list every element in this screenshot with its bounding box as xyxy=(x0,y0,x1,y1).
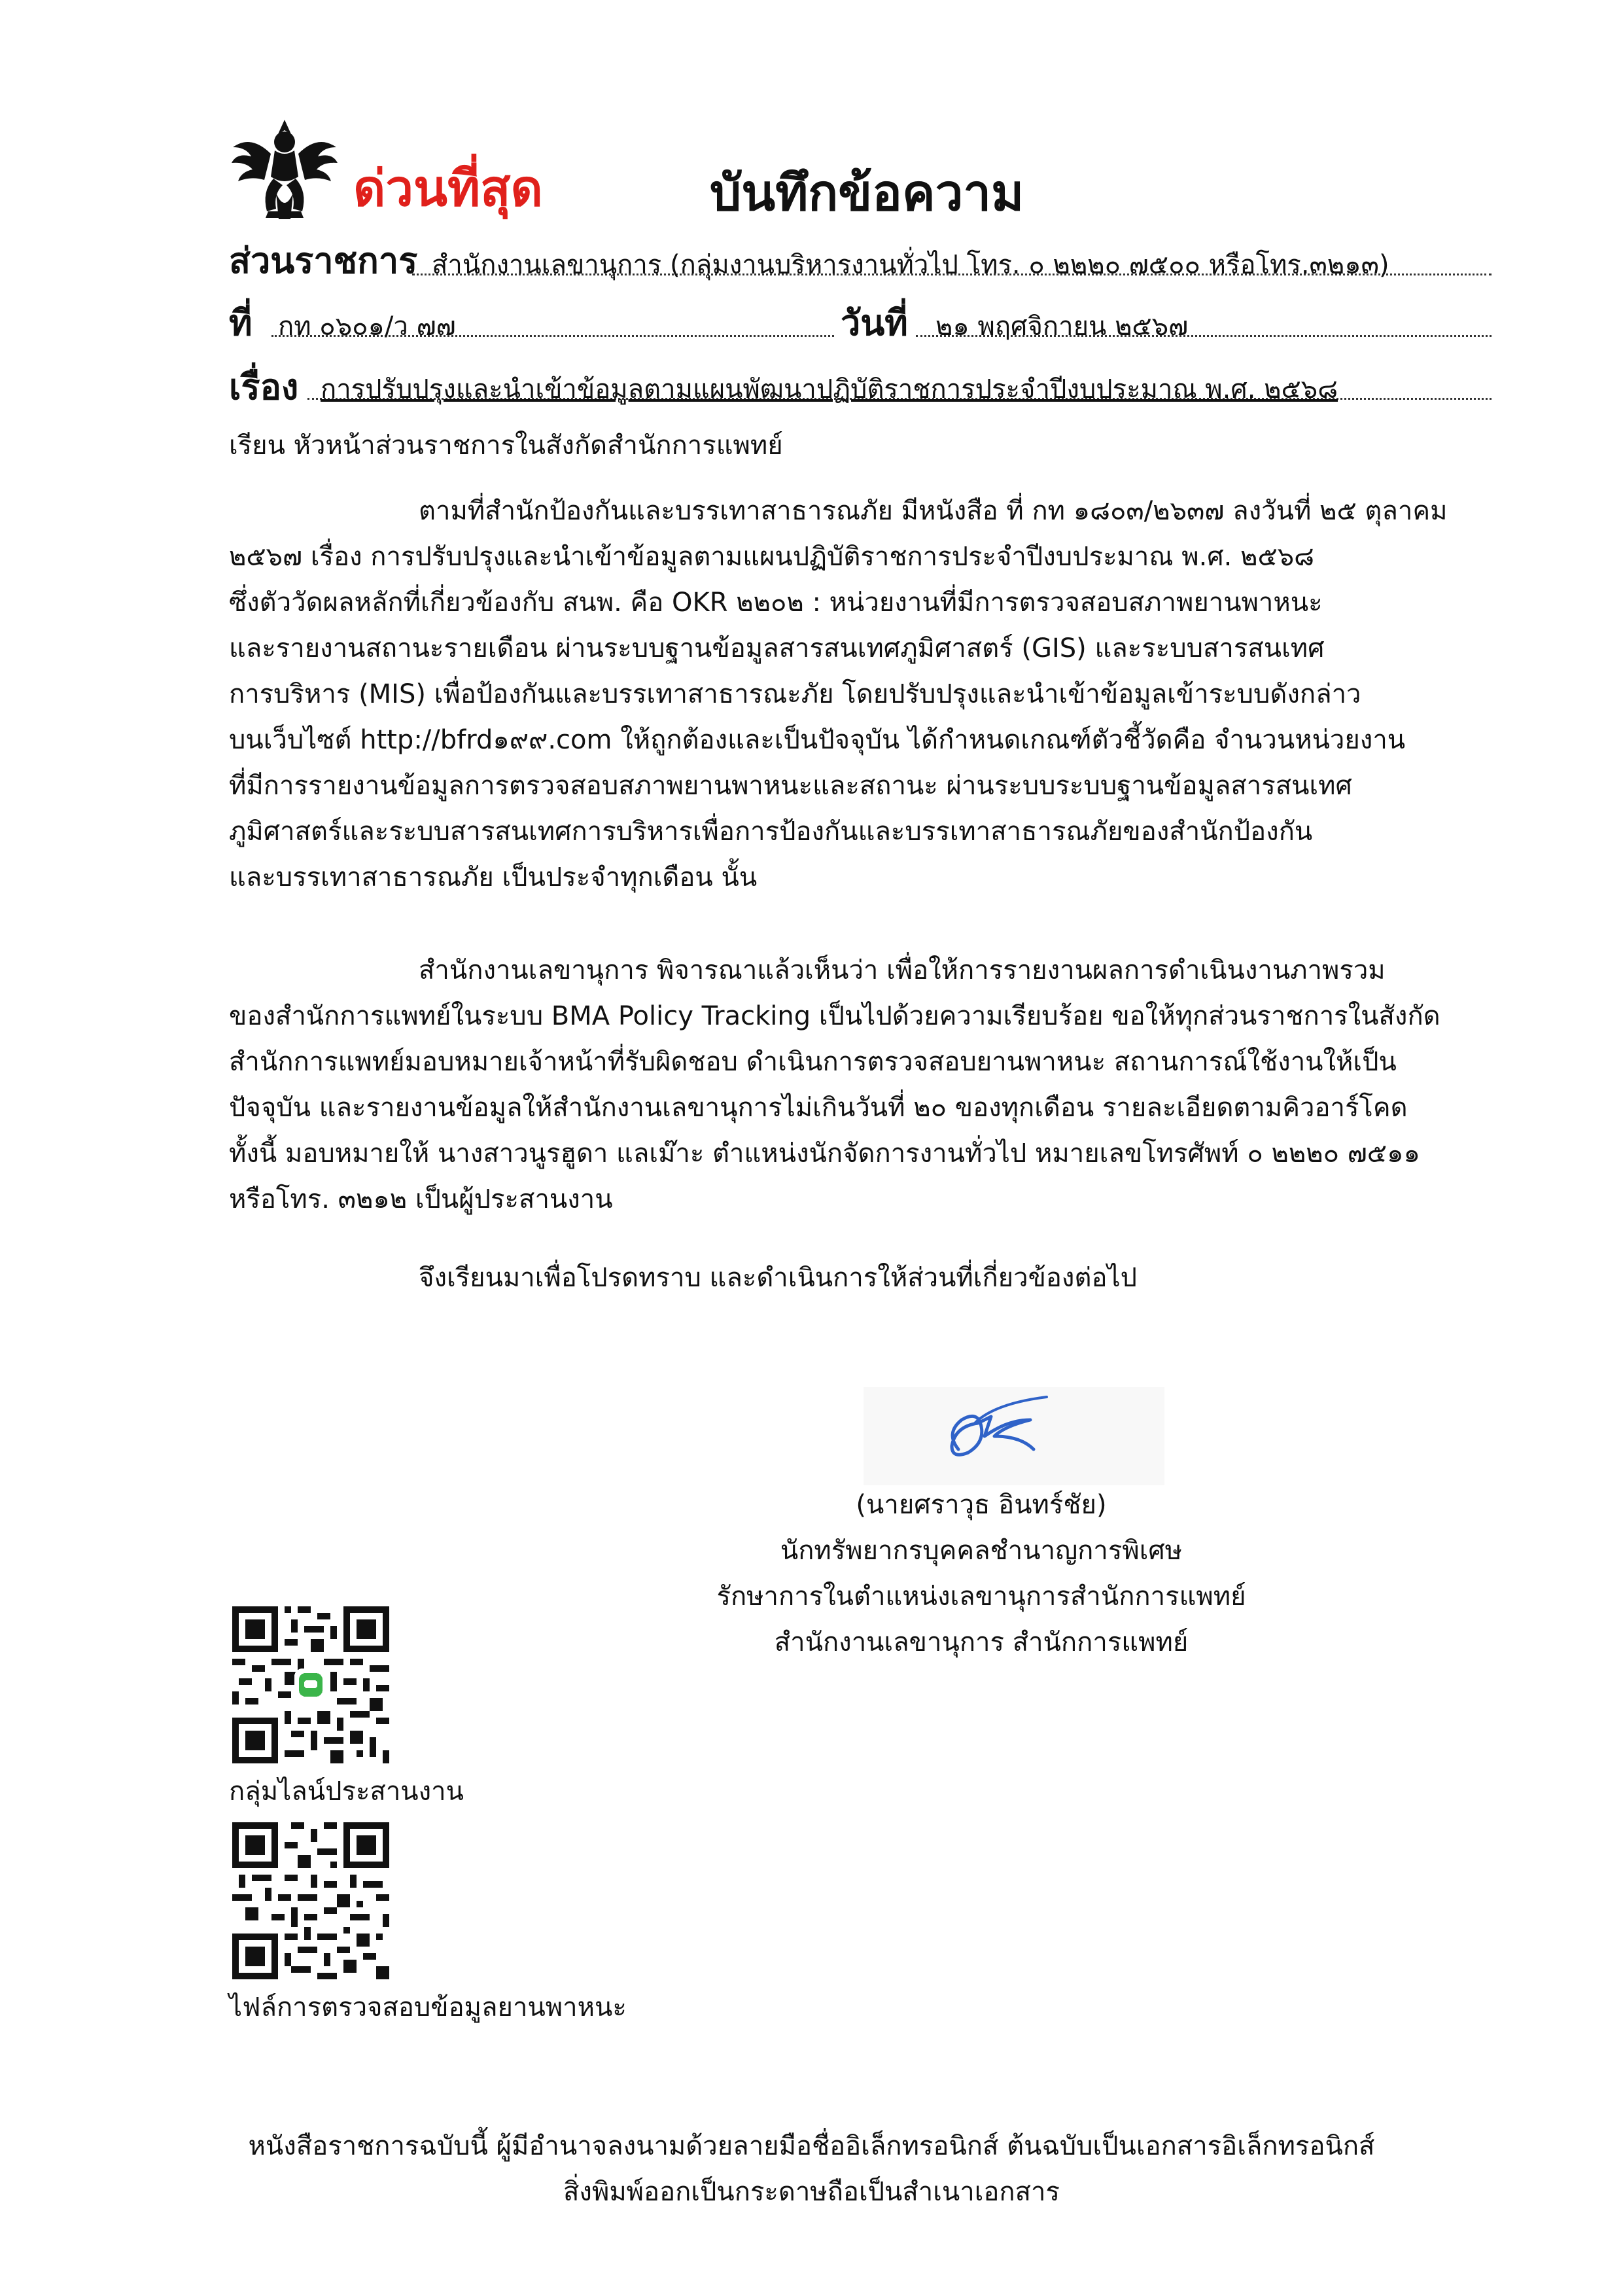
signer-department: สำนักงานเลขานุการ สำนักการแพทย์ xyxy=(774,1627,1189,1657)
handwritten-signature xyxy=(864,1387,1164,1485)
salutation: เรียน หัวหน้าส่วนราชการในสังกัดสำนักการแพทย์ xyxy=(229,431,783,461)
signer-name: (นายศราวุธ อินทร์ชัย) xyxy=(856,1490,1107,1520)
electronic-signature-notice xyxy=(0,2123,1623,2215)
paragraph-line: หรือโทร. ๓๒๑๒ เป็นผู้ประสานงาน xyxy=(229,1184,613,1214)
paragraph-line: และรายงานสถานะรายเดือน ผ่านระบบฐานข้อมูลสารสนเทศภูมิศาสตร์ (GIS) และระบบสารสนเทศ xyxy=(229,633,1325,663)
paragraph-line: ตามที่สำนักป้องกันและบรรเทาสาธารณภัย มีหนังสือ ที่ กท ๑๘๐๓/๒๖๓๗ ลงวันที่ ๒๕ ตุลาคม xyxy=(419,496,1448,526)
paragraph-line: การบริหาร (MIS) เพื่อป้องกันและบรรเทาสาธารณะภัย โดยปรับปรุงและนำเข้าข้อมูลเข้าระบบดังกล่าว xyxy=(229,679,1361,709)
signer-acting-position: รักษาการในตำแหน่งเลขานุการสำนักการแพทย์ xyxy=(716,1581,1246,1612)
qr-code-vehicle-file[interactable] xyxy=(232,1822,389,1979)
agency-label: ส่วนราชการ xyxy=(229,240,418,281)
paragraph-line: ซึ่งตัววัดผลหลักที่เกี่ยวข้องกับ สนพ. คือ OKR ๒๒๐๒ : หน่วยงานที่มีการตรวจสอบสภาพยานพาหนะ xyxy=(229,588,1323,618)
signer-position: นักทรัพยากรบุคคลชำนาญการพิเศษ xyxy=(780,1536,1183,1566)
paragraph-line: สำนักงานเลขานุการ พิจารณาแล้วเห็นว่า เพื่อให้การรายงานผลการดำเนินงานภาพรวม xyxy=(419,955,1386,985)
paragraph-line: และบรรเทาสาธารณภัย เป็นประจำทุกเดือน นั้น xyxy=(229,862,758,892)
paragraph-line: บนเว็บไซต์ http://bfrd๑๙๙.com ให้ถูกต้องและเป็นปัจจุบัน ได้กำหนดเกณฑ์ตัวชี้วัดคือ จำนวนหน่วยงาน xyxy=(229,725,1406,755)
closing-sentence: จึงเรียนมาเพื่อโปรดทราบ และดำเนินการให้ส่วนที่เกี่ยวข้องต่อไป xyxy=(419,1263,1137,1293)
urgency-stamp: ด่วนที่สุด xyxy=(353,159,543,217)
document-title: บันทึกข้อความ xyxy=(710,164,1024,222)
garuda-emblem xyxy=(229,115,340,229)
paragraph-line: ทั้งนี้ มอบหมายให้ นางสาวนูรฮูดา แลเม๊าะ ตำแหน่งนักจัดการงานทั่วไป หมายเลขโทรศัพท์ ๐ ๒๒๒๐ ๗๕๑๑ xyxy=(229,1139,1420,1169)
agency-value: สำนักงานเลขานุการ (กลุ่มงานบริหารงานทั่วไป โทร. ๐ ๒๒๒๐ ๗๕๐๐ หรือโทร.๓๒๑๓) xyxy=(432,250,1389,280)
ref-value: กท ๐๖๐๑/ว ๗๗ xyxy=(278,311,456,342)
paragraph-line: สำนักการแพทย์มอบหมายเจ้าหน้าที่รับผิดชอบ ดำเนินการตรวจสอบยานพาหนะ สถานการณ์ใช้งานให้เป็น xyxy=(229,1047,1397,1077)
qr-caption: กลุ่มไลน์ประสานงาน xyxy=(229,1776,464,1807)
paragraph-line: ภูมิศาสตร์และระบบสารสนเทศการบริหารเพื่อการป้องกันและบรรเทาสาธารณภัยของสำนักป้องกัน xyxy=(229,817,1313,847)
footer-line: สิ่งพิมพ์ออกเป็นกระดาษถือเป็นสำเนาเอกสาร xyxy=(563,2177,1060,2207)
subject-label: เรื่อง xyxy=(229,366,299,408)
paragraph-line: ปัจจุบัน และรายงานข้อมูลให้สำนักงานเลขานุการไม่เกินวันที่ ๒๐ ของทุกเดือน รายละเอียดตามคิวอาร์โคด xyxy=(229,1093,1408,1123)
signature-block xyxy=(687,1482,1276,1665)
date-value: ๒๑ พฤศจิกายน ๒๕๖๗ xyxy=(935,311,1189,342)
footer-line: หนังสือราชการฉบับนี้ ผู้มีอำนาจลงนามด้วยลายมือชื่ออิเล็กทรอนิกส์ ต้นฉบับเป็นเอกสารอิเล็กทรอนิกส์ xyxy=(248,2131,1375,2161)
qr-caption: ไฟล์การตรวจสอบข้อมูลยานพาหนะ xyxy=(229,1992,627,2022)
paragraph-line: ๒๕๖๗ เรื่อง การปรับปรุงและนำเข้าข้อมูลตามแผนปฏิบัติราชการประจำปีงบประมาณ พ.ศ. ๒๕๖๘ xyxy=(229,542,1315,572)
subject-value: การปรับปรุงและนำเข้าข้อมูลตามแผนพัฒนาปฏิบัติราชการประจำปีงบประมาณ พ.ศ. ๒๕๖๘ xyxy=(321,374,1338,404)
date-label: วันที่ xyxy=(841,302,908,344)
paragraph-line: ที่มีการรายงานข้อมูลการตรวจสอบสภาพยานพาหนะและสถานะ ผ่านระบบระบบฐานข้อมูลสารสนเทศ xyxy=(229,771,1352,801)
paragraph-line: ของสำนักการแพทย์ในระบบ BMA Policy Tracking เป็นไปด้วยความเรียบร้อย ขอให้ทุกส่วนราชการในสังกัด xyxy=(229,1001,1440,1031)
ref-label: ที่ xyxy=(229,302,253,344)
qr-code-line-group[interactable] xyxy=(232,1606,389,1763)
